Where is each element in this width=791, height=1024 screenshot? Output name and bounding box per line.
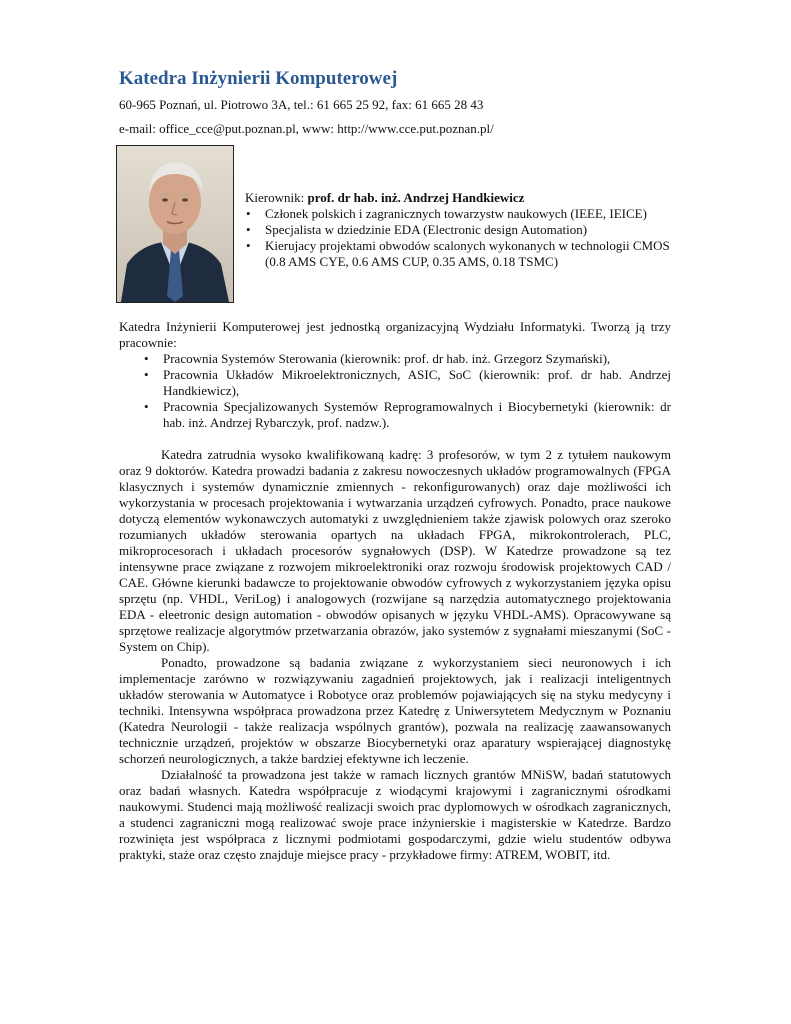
intro-text: Katedra Inżynierii Komputerowej jest jednostką organizacyjną Wydziału Informatyki. Tworzą ją trzy pracownie:	[119, 319, 671, 350]
head-info	[245, 190, 675, 270]
head-bullet-item: • Kierujacy projektami obwodów scalonych wykonanych w technologii CMOS (0.8 AMS CYE, 0.6 AMS CUP, 0.35 AMS, 0.18 TSMC)	[245, 238, 675, 270]
head-bullet-item: • Członek polskich i zagranicznych towarzystw naukowych (IEEE, IEICE)	[245, 206, 675, 222]
head-name: prof. dr hab. inż. Andrzej Handkiewicz	[307, 190, 525, 205]
body-text	[119, 447, 671, 863]
document-page	[119, 66, 671, 863]
head-bullet-list	[245, 206, 675, 270]
head-section	[119, 145, 671, 303]
head-label: Kierownik:	[245, 190, 308, 205]
lab-item: • Pracownia Specjalizowanych Systemów Reprogramowalnych i Biocybernetyki (kierownik: dr hab. inż. Andrzej Rybarczyk, prof. nadzw.).	[119, 399, 671, 431]
head-bullet-item: • Specjalista w dziedzinie EDA (Electronic design Automation)	[245, 222, 675, 238]
email-web-line: e-mail: office_cce@put.poznan.pl, www: http://www.cce.put.poznan.pl/	[119, 121, 494, 136]
body-paragraph: Działalność ta prowadzona jest także w ramach licznych grantów MNiSW, badań statutowych oraz badań własnych. Katedra współpracuje z wiodącymi krajowymi i zagranicznymi ośrodkami naukowymi. Studenci mają możliwość realizacji swoich prac dyplomowych w ośrodkach zagranicznych, a studenci zagraniczni mogą realizować swoje prace inżynierskie i magisterskie w Katedrze. Bardzo rozwinięta jest współpraca z licznymi podmiotami gospodarczymi, gdzie wielu studentów odbywa praktyki, staże oraz często znajduje miejsce pracy - przykładowe firmy: ATREM, WOBIT, itd.	[119, 767, 671, 862]
address-line: 60-965 Poznań, ul. Piotrowo 3A, tel.: 61 665 25 92, fax: 61 665 28 43	[119, 97, 484, 112]
intro-section	[119, 319, 671, 431]
portrait-photo	[116, 145, 234, 303]
head-line	[245, 190, 675, 206]
lab-item: • Pracownia Systemów Sterowania (kierownik: prof. dr hab. inż. Grzegorz Szymański),	[119, 351, 671, 367]
lab-item: • Pracownia Układów Mikroelektronicznych, ASIC, SoC (kierownik: prof. dr hab. Andrzej Handkiewicz),	[119, 367, 671, 399]
body-paragraph: Ponadto, prowadzone są badania związane z wykorzystaniem sieci neuronowych i ich implementacje zarówno w rozwiązywaniu zagadnień projektowych, jak i realizacji inteligentnych układów sterowania w Automatyce i Robotyce oraz problemów pojawiających się na styku medycyny i techniki. Intensywna współpraca prowadzona przez Katedrę z Uniwersytetem Medycznym w Poznaniu (Katedra Neurologii - także realizacja wspólnych grantów), pozwala na realizację zaawansowanych technicznie urządzeń, projektów w obszarze Biocybernetyki oraz aparatury wspierającej diagnostykę schorzeń neurologicznych, a także bardziej efektywne ich leczenie.	[119, 655, 671, 766]
body-paragraph: Katedra zatrudnia wysoko kwalifikowaną kadrę: 3 profesorów, w tym 2 z tytułem naukowym oraz 9 doktorów. Katedra prowadzi badania z zakresu nowoczesnych układów programowalnych (FPGA klasycznych i systemów dynamicznie zmiennych - rekonfigurowanych) oraz daje możliwości ich wykorzystania w procesach projektowania i wytwarzania urządzeń cyfrowych. Ponadto, prace naukowe dotyczą elementów wykonawczych automatyki z uwzględnieniem także zjawisk polowych oraz szeroko rozumianych układów sterowania opartych na układach FPGA, mikrokontrolerach, PLC, mikroprocesorach i układach procesorów sygnałowych (DSP). W Katedrze prowadzone są tez intensywne prace związane z rozwojem mikroelektroniki oraz rozwoju środowisk projektowych CAD / CAE. Główne kierunki badawcze to projektowanie obwodów cyfrowych z wykorzystaniem języka opisu sprzętu (np. VHDL, VeriLog) i analogowych (rozwijane są narzędzia automatycznego projektowania EDA - eleetronic design automation - obwodów opisanych w języku VHDL-AMS). Opracowywane są sprzętowe realizacje algorytmów przetwarzania obrazów, jako systemów z sygnałami mieszanymi (SoC -System on Chip).	[119, 447, 671, 654]
lab-list	[119, 351, 671, 431]
page-title: Katedra Inżynierii Komputerowej	[119, 68, 398, 89]
